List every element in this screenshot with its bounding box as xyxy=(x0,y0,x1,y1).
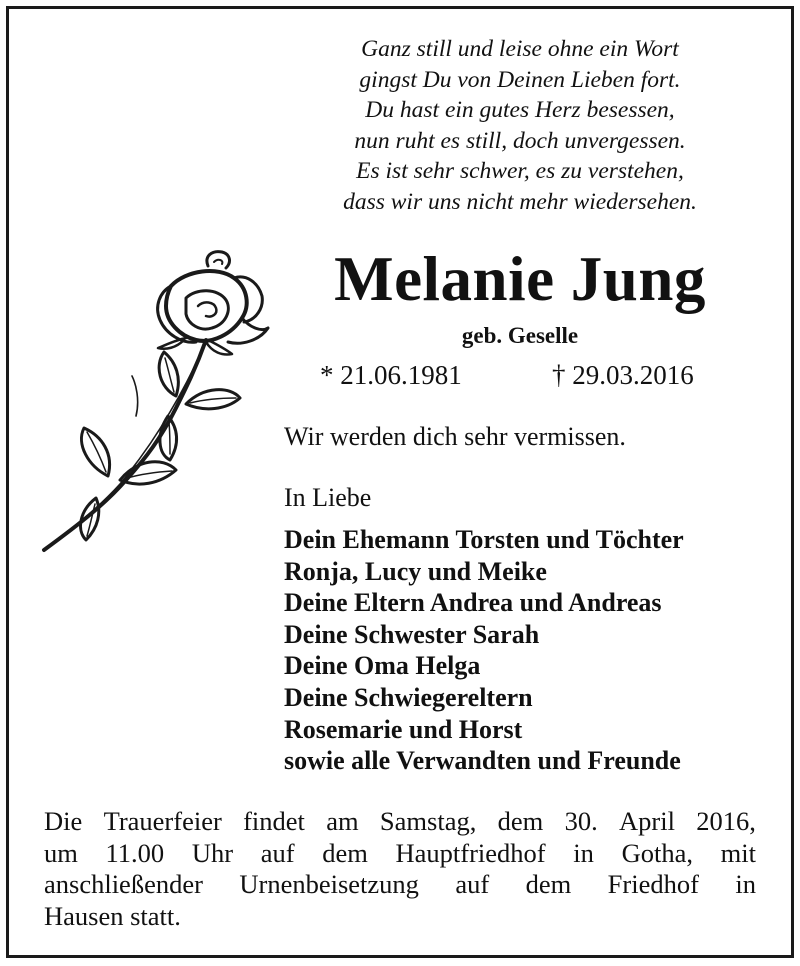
poem xyxy=(270,34,770,217)
ceremony-line: um 11.00 Uhr auf dem Hauptfriedhof in Gotha, mit xyxy=(44,837,756,868)
ceremony-line: anschließender Urnenbeisetzung auf dem Friedhof in xyxy=(44,869,756,899)
poem-line: dass wir uns nicht mehr wiedersehen. xyxy=(343,188,697,215)
ceremony-line: Hausen statt. xyxy=(44,900,181,931)
death-date: † 29.03.2016 xyxy=(552,360,694,390)
deceased-name: Melanie Jung xyxy=(334,244,706,314)
farewell-message: Wir werden dich sehr vermissen. xyxy=(284,422,626,451)
mourner-line: Deine Schwester Sarah xyxy=(284,619,540,649)
mourner-line: Deine Schwiegereltern xyxy=(284,682,533,712)
poem-line: Es ist sehr schwer, es zu verstehen, xyxy=(356,158,684,184)
ceremony-info xyxy=(44,806,756,932)
poem-line: Du hast ein gutes Herz besessen, xyxy=(365,97,675,123)
mourner-line: Deine Oma Helga xyxy=(284,651,481,681)
mourner-line: Ronja, Lucy und Meike xyxy=(284,556,547,586)
mourners-list xyxy=(284,524,684,777)
poem-line: Ganz still und leise ohne ein Wort xyxy=(361,36,679,62)
mourner-line: Dein Ehemann Torsten und Töchter xyxy=(284,525,684,554)
poem-line: nun ruht es still, doch unvergessen. xyxy=(354,127,686,154)
mourner-line: Deine Eltern Andrea und Andreas xyxy=(284,588,662,618)
rose-icon xyxy=(36,248,286,558)
poem-line: gingst Du von Deinen Lieben fort. xyxy=(359,66,681,93)
ceremony-line: Die Trauerfeier findet am Samstag, dem 30. April 2016, xyxy=(44,806,756,836)
birth-date: * 21.06.1981 xyxy=(320,360,462,390)
maiden-name: geb. Geselle xyxy=(461,323,579,348)
mourner-line: sowie alle Verwandten und Freunde xyxy=(284,746,681,776)
closing-phrase: In Liebe xyxy=(284,483,372,512)
mourner-line: Rosemarie und Horst xyxy=(284,714,523,744)
